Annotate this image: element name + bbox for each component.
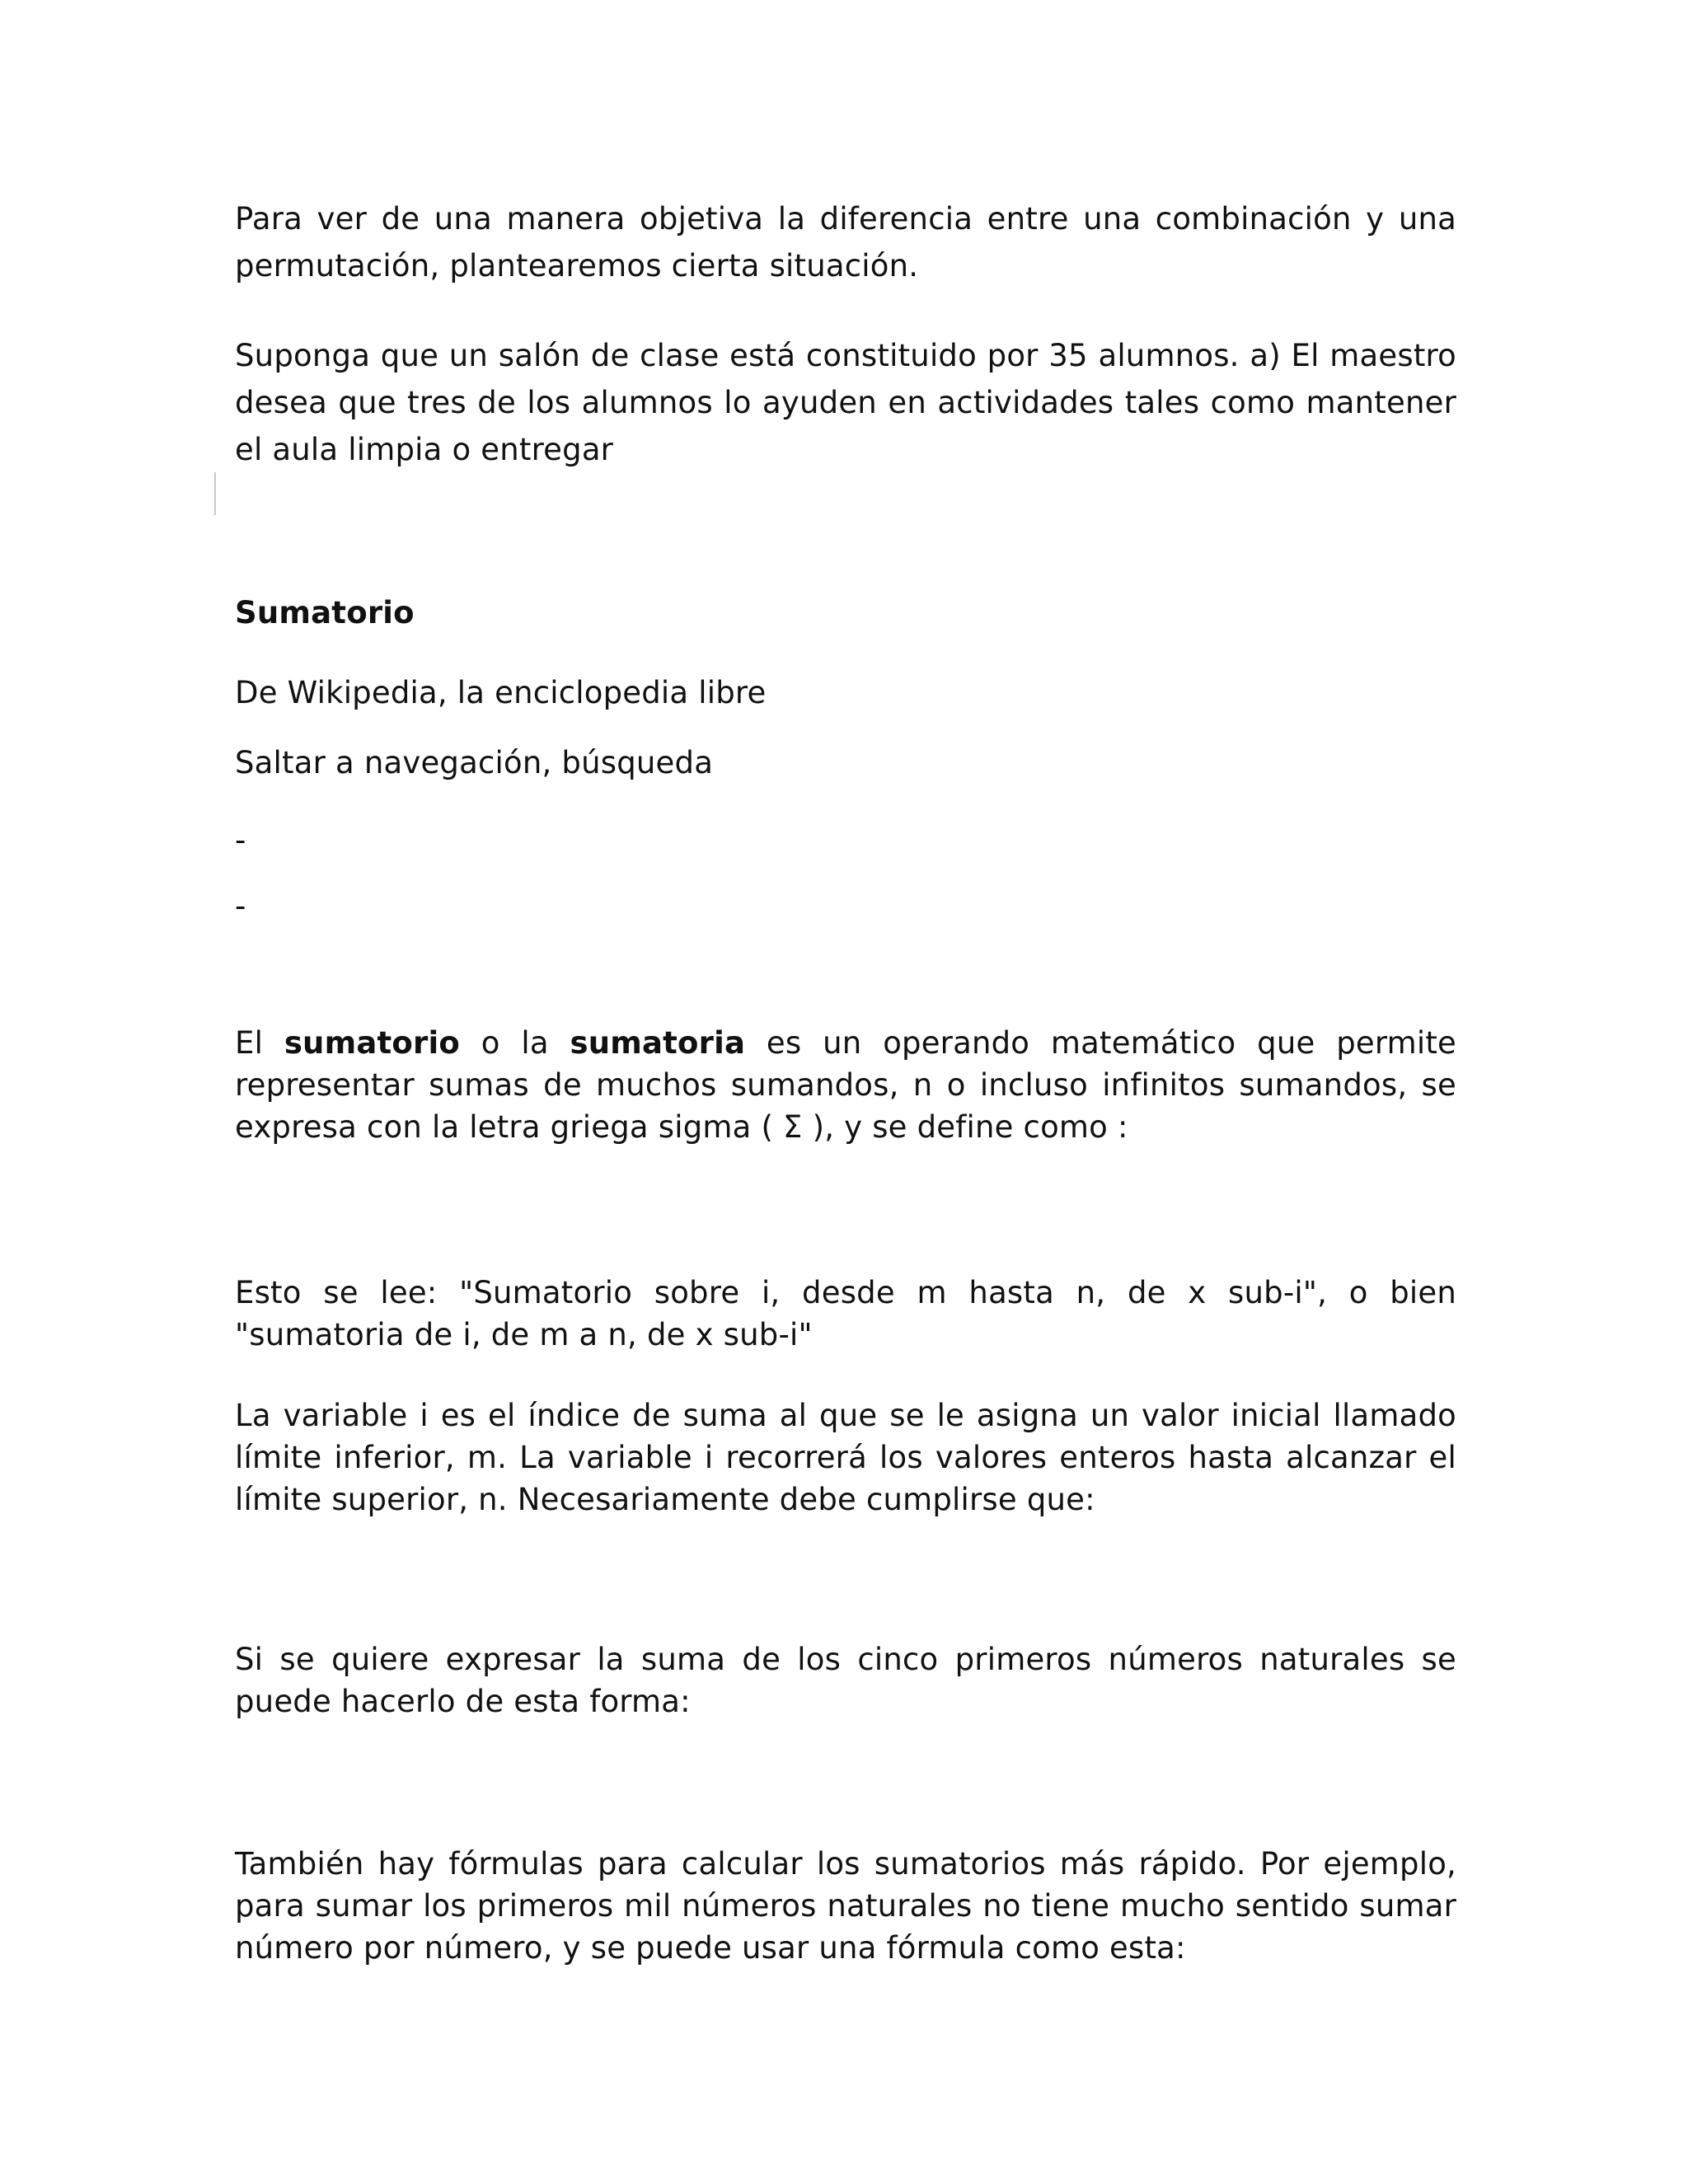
section-heading: Sumatorio [235, 595, 415, 630]
definition-paragraph [235, 1022, 1456, 1148]
navigation-links[interactable]: Saltar a navegación, búsqueda [235, 745, 714, 780]
reading-paragraph: Esto se lee: "Sumatorio sobre i, desde m hasta n, de x sub-i", o bien "sumatoria de i, de m a n, de x sub-i" [235, 1275, 1456, 1352]
text-cursor [214, 472, 216, 515]
variable-paragraph: La variable i es el índice de suma al que se le asigna un valor inicial llamado límite inferior, m. La variable i recorrerá los valores enteros hasta alcanzar el límite superior, n. Necesariamente debe cumplirse que: [235, 1398, 1456, 1517]
intro-paragraph: Para ver de una manera objetiva la diferencia entre una combinación y una permutación, plantearemos cierta situación. [235, 201, 1456, 284]
classroom-paragraph: Suponga que un salón de clase está constituido por 35 alumnos. a) El maestro desea que tres de los alumnos lo ayuden en actividades tales como mantener el aula limpia o entregar [235, 338, 1456, 467]
definition-text: El [235, 1025, 284, 1061]
list-dash: - [235, 888, 246, 924]
bold-term: sumatorio [284, 1025, 460, 1061]
source-line: De Wikipedia, la enciclopedia libre [235, 675, 767, 710]
bold-term: sumatoria [570, 1025, 746, 1061]
definition-text: es un operando matemático que permite representar sumas de muchos sumandos, n o incluso infinitos sumandos, se expresa con la letra griega sigma ( Σ ), y se define como : [235, 1025, 1457, 1145]
list-dash: - [235, 823, 246, 858]
definition-text: o la [459, 1025, 570, 1061]
formulas-paragraph: También hay fórmulas para calcular los sumatorios más rápido. Por ejemplo, para sumar los primeros mil números naturales no tiene mucho sentido sumar número por número, y se puede usar una fórmula como esta: [235, 1846, 1456, 1966]
example-paragraph: Si se quiere expresar la suma de los cinco primeros números naturales se puede hacerlo de esta forma: [235, 1642, 1456, 1719]
